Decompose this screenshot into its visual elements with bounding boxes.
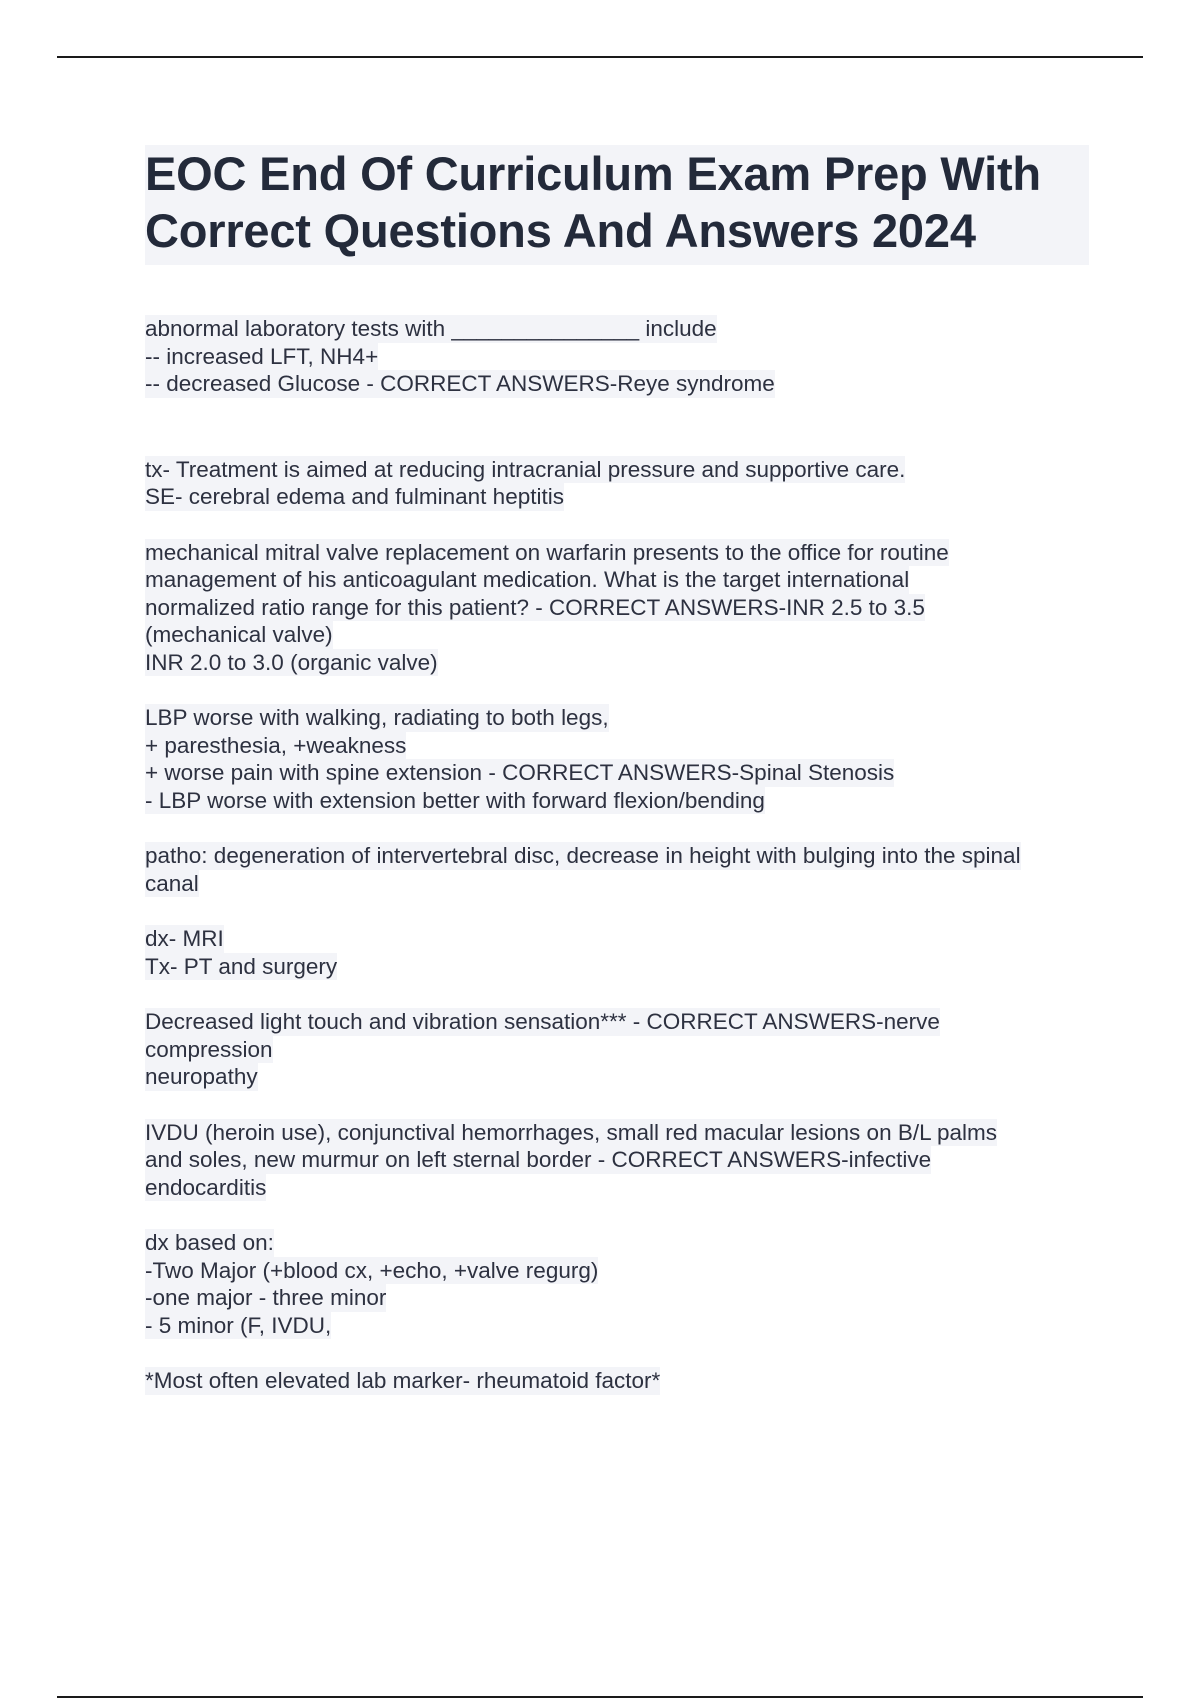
text-line: -- decreased Glucose - CORRECT ANSWERS-Reye syndrome xyxy=(145,371,775,396)
text-line: endocarditis xyxy=(145,1174,267,1200)
text-line: dx- MRI xyxy=(145,926,224,951)
qa-entry xyxy=(145,456,1089,511)
qa-entry xyxy=(145,1008,1089,1091)
text-line: abnormal laboratory tests with _______________ include xyxy=(145,316,717,341)
text-line: compression xyxy=(145,1036,273,1062)
text-line: dx based on: xyxy=(145,1230,274,1255)
qa-entry xyxy=(145,1229,1089,1339)
text-line: tx- Treatment is aimed at reducing intracranial pressure and supportive care. xyxy=(145,456,906,482)
text-line: + paresthesia, +weakness xyxy=(145,732,407,758)
text-line: mechanical mitral valve replacement on warfarin presents to the office for routine xyxy=(145,539,949,565)
qa-entry xyxy=(145,315,1089,398)
text-line: LBP worse with walking, radiating to both legs, xyxy=(145,705,609,730)
text-line: neuropathy xyxy=(145,1064,258,1089)
title-line: Correct Questions And Answers 2024 xyxy=(145,204,976,257)
qa-entry xyxy=(145,1119,1089,1202)
bottom-rule xyxy=(57,1696,1143,1698)
qa-entry xyxy=(145,842,1089,897)
text-line: + worse pain with spine extension - CORRECT ANSWERS-Spinal Stenosis xyxy=(145,760,895,785)
qa-entries xyxy=(145,315,1089,1395)
top-rule xyxy=(57,56,1143,58)
text-line: IVDU (heroin use), conjunctival hemorrhages, small red macular lesions on B/L palms xyxy=(145,1119,998,1145)
text-line: SE- cerebral edema and fulminant heptitis xyxy=(145,484,564,509)
text-line: -Two Major (+blood cx, +echo, +valve regurg) xyxy=(145,1257,599,1283)
text-line: Tx- PT and surgery xyxy=(145,953,338,979)
text-line: patho: degeneration of intervertebral disc, decrease in height with bulging into the spinal xyxy=(145,843,1021,868)
text-line: INR 2.0 to 3.0 (organic valve) xyxy=(145,649,438,675)
text-line: management of his anticoagulant medication. What is the target international xyxy=(145,567,910,592)
text-line: -one major - three minor xyxy=(145,1285,387,1310)
qa-entry xyxy=(145,704,1089,814)
text-line: (mechanical valve) xyxy=(145,622,333,647)
text-line: Decreased light touch and vibration sensation*** - CORRECT ANSWERS-nerve xyxy=(145,1009,940,1034)
document-title xyxy=(145,145,1089,259)
text-line: -- increased LFT, NH4+ xyxy=(145,343,379,369)
text-line: - 5 minor (F, IVDU, xyxy=(145,1312,332,1338)
text-line: canal xyxy=(145,870,199,896)
qa-entry xyxy=(145,539,1089,677)
title-block xyxy=(145,145,1089,265)
title-line: EOC End Of Curriculum Exam Prep With xyxy=(145,147,1041,200)
qa-entry xyxy=(145,925,1089,980)
text-line: and soles, new murmur on left sternal border - CORRECT ANSWERS-infective xyxy=(145,1147,932,1172)
text-line: *Most often elevated lab marker- rheumatoid factor* xyxy=(145,1368,661,1393)
text-line: - LBP worse with extension better with forward flexion/bending xyxy=(145,787,765,813)
text-line: normalized ratio range for this patient? - CORRECT ANSWERS-INR 2.5 to 3.5 xyxy=(145,594,925,620)
document-body xyxy=(145,145,1089,1423)
qa-entry xyxy=(145,1367,1089,1395)
